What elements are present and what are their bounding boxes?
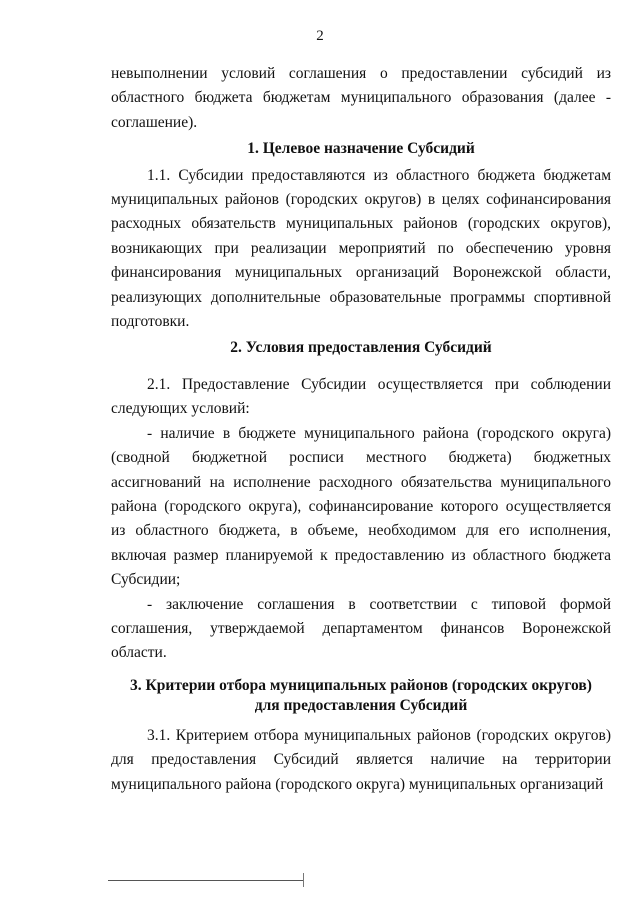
page-number: 2 [316, 28, 324, 44]
section-2-heading: 2. Условия предоставления Субсидий [230, 339, 492, 357]
document-body [111, 62, 611, 797]
section-2-paragraph-1: 2.1. Предоставление Субсидии осуществляется при соблюдении следующих условий: [111, 375, 611, 418]
section-3-heading [111, 676, 611, 716]
footer-rule [108, 880, 304, 881]
section-1-paragraph-1: 1.1. Субсидии предоставляются из областного бюджета бюджетам муниципальных районов (городских округов) в целях софинансирования расходных обязательств муниципальных районов (городских округов), возникающих при реализации мероприятий по обеспечению уровня финансирования муниципальных организаций Воронежской области, реализующих дополнительные образовательные программы спортивной подготовки. [111, 166, 611, 331]
section-3-paragraph-1: 3.1. Критерием отбора муниципальных районов (городских округов) для предоставления Субсидий является наличие на территории муниципального района (городского округа) муниципальных организаций [111, 726, 611, 793]
intro-paragraph: невыполнении условий соглашения о предоставлении субсидий из областного бюджета бюджетам муниципального образования (далее - соглашение). [111, 65, 611, 131]
section-1-heading: 1. Целевое назначение Субсидий [247, 140, 475, 158]
section-2-paragraph-3: - заключение соглашения в соответствии с типовой формой соглашения, утверждаемой департаментом финансов Воронежской области. [111, 595, 611, 662]
section-2-paragraph-2: - наличие в бюджете муниципального района (городского округа) (сводной бюджетной росписи местного бюджета) бюджетных ассигнований на исполнение расходного обязательства муниципального района (городского округа), софинансирование которого осуществляется из областного бюджета, в объеме, необходимом для его исполнения, включая размер планируемой к предоставлению из областного бюджета Субсидии; [111, 424, 611, 589]
section-3-heading-line-2: для предоставления Субсидий [254, 696, 468, 714]
section-3-heading-line-1: 3. Критерии отбора муниципальных районов (городских округов) [130, 676, 592, 694]
footer-tick-mark [303, 873, 304, 887]
